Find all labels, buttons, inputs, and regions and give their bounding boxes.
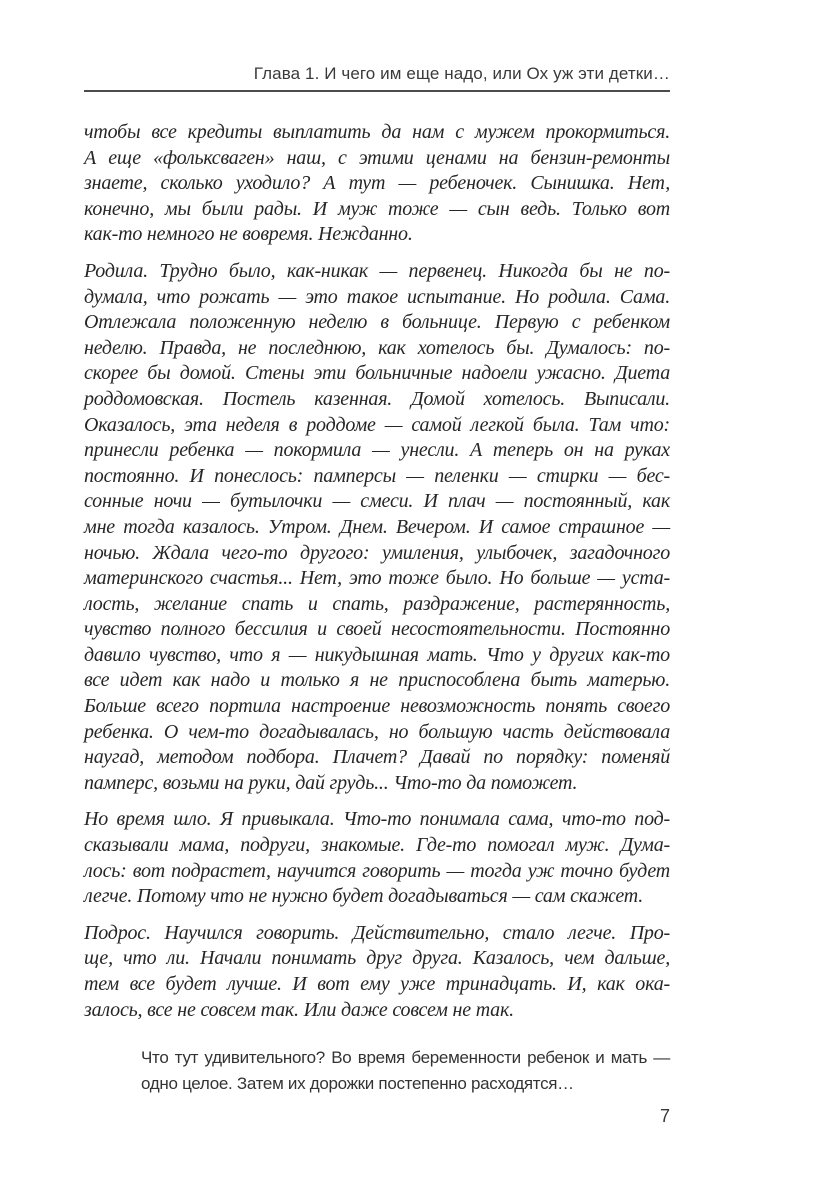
text-line: знаете, сколько уходило? А тут — ребеночек. Сынишка. Нет, (84, 172, 670, 195)
text-line: скорее бы домой. Стены эти больничные надоели ужасно. Диета (84, 362, 670, 385)
text-line: Оказалось, эта неделя в роддоме — самой легкой была. Там что: (84, 413, 670, 436)
text-line: думала, что рожать — это такое испытание. Но родила. Сама. (84, 285, 670, 308)
text-line: А еще «фольксваген» наш, с этими ценами на бензин-ремонты (84, 146, 670, 169)
text-line: Больше всего портила настроение невозможность понять своего (84, 695, 670, 718)
text-line: одно целое. Затем их дорожки постепенно расходятся… (141, 1074, 574, 1094)
body-paragraph (84, 807, 670, 909)
text-line: конечно, мы были рады. И муж тоже — сын ведь. Только вот (84, 197, 670, 220)
text-line: лось: вот подрастет, научится говорить — тогда уж точно будет (84, 859, 670, 882)
text-line: ночью. Ждала чего-то другого: умиления, улыбочек, загадочного (84, 541, 670, 564)
body-paragraph (84, 259, 670, 796)
text-line: Родила. Трудно было, как-никак — первенец. Никогда бы не по- (84, 259, 670, 282)
text-line: чувство полного бессилия и своей несостоятельности. Постоянно (84, 618, 670, 641)
quote-paragraph (141, 1045, 670, 1097)
text-line: лость, желание спать и спать, раздражение, растерянность, (84, 592, 670, 615)
text-line: постоянно. И понеслось: памперсы — пеленки — стирки — бес- (84, 464, 670, 487)
text-line: Подрос. Научился говорить. Действительно, стало легче. Про- (84, 921, 670, 944)
text-line: Что тут удивительного? Во время беременности ребенок и мать — (141, 1048, 670, 1068)
text-line: давило чувство, что я — никудышная мать. Что у других как-то (84, 643, 670, 666)
text-line: залось, все не совсем так. Или даже совсем не так. (84, 998, 514, 1021)
text-line: тем все будет лучше. И вот ему уже тринадцать. И, как ока- (84, 973, 670, 995)
text-line: роддомовская. Постель казенная. Домой хотелось. Выписали. (84, 387, 670, 410)
text-line: Отлежала положенную неделю в больнице. Первую с ребенком (84, 311, 670, 334)
text-line: материнского счастья... Нет, это тоже было. Но больше — уста- (84, 567, 670, 590)
text-line: легче. Потому что не нужно будет догадываться — сам скажет. (84, 885, 644, 908)
body-paragraph (84, 921, 670, 1023)
page-content (84, 120, 670, 1097)
text-line: чтобы все кредиты выплатить да нам с мужем прокормиться. (84, 121, 670, 143)
page-number: 7 (659, 1106, 670, 1126)
text-line: наугад, методом подбора. Плачет? Давай по порядку: поменяй (84, 746, 670, 769)
text-line: неделю. Правда, не последнюю, как хотелось бы. Думалось: по- (84, 336, 670, 359)
chapter-header (84, 64, 670, 92)
text-line: принесли ребенка — покормила — унесли. А теперь он на руках (84, 439, 670, 462)
text-line: памперс, возьми на руки, дай грудь... Что-то да поможет. (84, 771, 578, 794)
text-line: сказывали мама, подруги, знакомые. Где-то помогал муж. Дума- (84, 834, 670, 857)
chapter-header-title: Глава 1. И чего им еще надо, или Ох уж эти детки… (253, 64, 670, 83)
body-paragraph (84, 120, 670, 248)
text-line: мне тогда казалось. Утром. Днем. Вечером. И самое страшное — (84, 515, 670, 538)
text-line: сонные ночи — бутылочки — смеси. И плач — постоянный, как (84, 490, 670, 513)
text-line: все идет как надо и только я не приспособлена быть матерью. (84, 669, 670, 692)
text-line: ще, что ли. Начали понимать друг друга. Казалось, чем дальше, (84, 947, 670, 970)
text-line: Но время шло. Я привыкала. Что-то понимала сама, что-то под- (84, 808, 670, 831)
text-line: как-то немного не вовремя. Нежданно. (84, 223, 413, 246)
text-line: ребенка. О чем-то догадывалась, но большую часть действовала (84, 720, 670, 743)
